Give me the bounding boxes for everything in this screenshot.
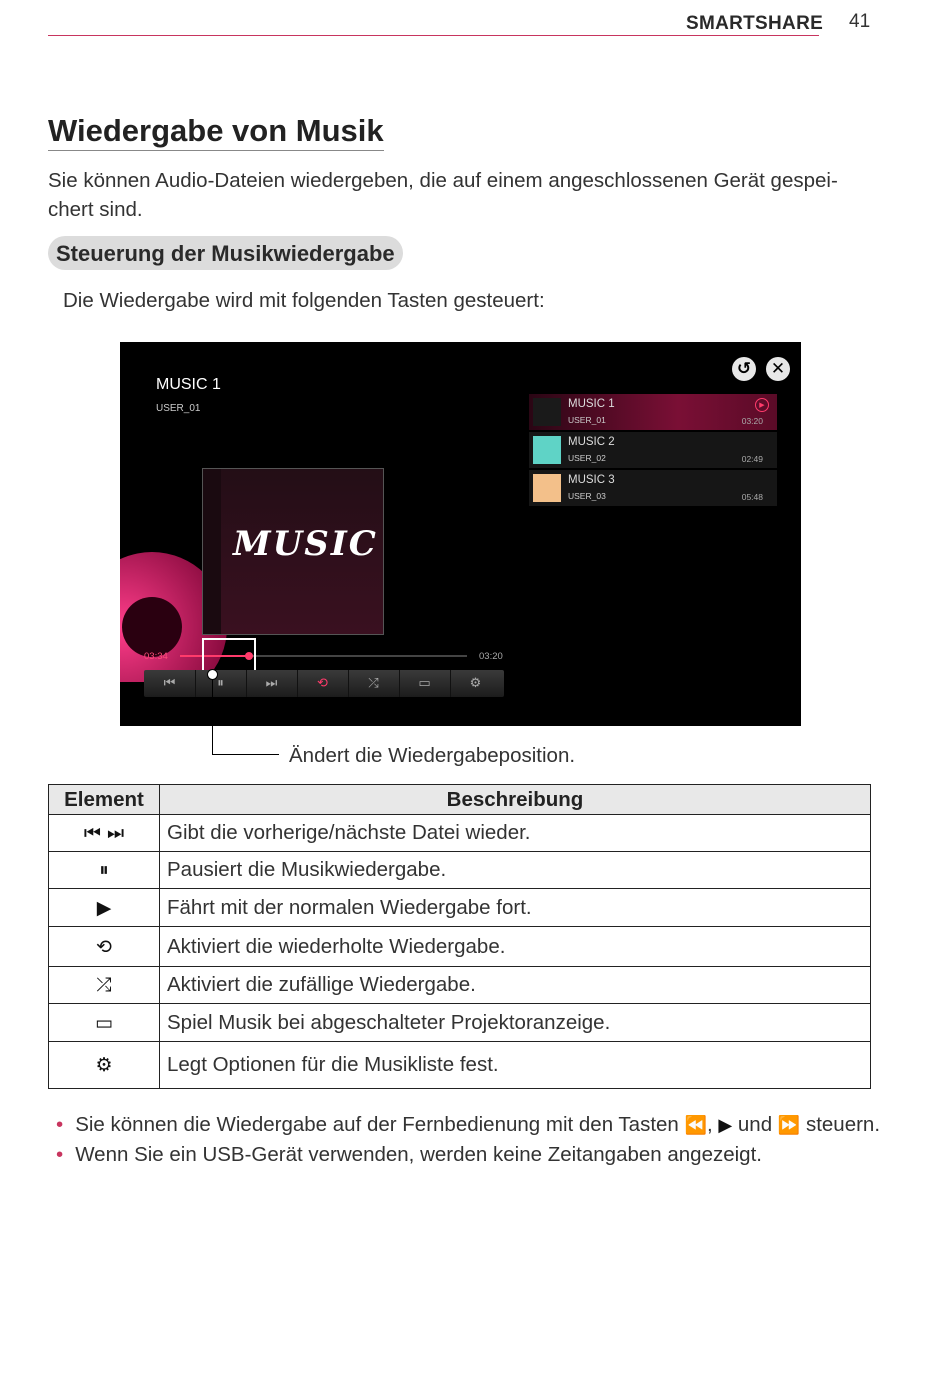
table-row-description: Spiel Musik bei abgeschalteter Projektoranzeige. <box>160 1004 871 1042</box>
section-heading: Steuerung der Musikwiedergabe <box>48 236 403 270</box>
settings-button[interactable]: ⚙ <box>469 676 482 691</box>
page-title: Wiedergabe von Musik <box>48 113 384 151</box>
table-header-element: Element <box>49 785 160 815</box>
next-button[interactable]: ⏭ <box>246 670 298 697</box>
pause-button[interactable]: ⏸ <box>195 670 247 697</box>
repeat-button[interactable]: ⟲ <box>297 670 349 697</box>
table-row <box>49 1004 871 1042</box>
table-row <box>49 927 871 967</box>
playlist-thumbnail <box>533 398 561 426</box>
lead-text: Die Wiedergabe wird mit folgenden Tasten gesteuert: <box>63 289 545 312</box>
note-remote-control: • Sie können die Wiedergabe auf der Fernbedienung mit den Tasten ⏪, ▶ und ⏩ steuern. <box>56 1113 881 1136</box>
table-row-description: Fährt mit der normalen Wiedergabe fort. <box>160 889 871 927</box>
playlist-item-duration: 02:49 <box>741 454 763 464</box>
now-playing-title: MUSIC 1 <box>156 376 221 393</box>
shuffle-icon: ⤮ <box>49 967 160 1004</box>
controls-table <box>48 784 871 1089</box>
callout-text: Ändert die Wiedergabeposition. <box>289 744 576 767</box>
table-header-description: Beschreibung <box>160 785 871 815</box>
table-row-description: Gibt die vorherige/nächste Datei wieder. <box>160 815 871 852</box>
intro-paragraph: Sie können Audio-Dateien wiedergeben, die auf einem angeschlossenen Gerät gespei-chert sind. <box>48 169 838 221</box>
now-playing-user: USER_01 <box>156 403 201 414</box>
repeat-icon: ⟲ <box>49 927 160 967</box>
music-player-screenshot <box>120 342 801 726</box>
play-icon: ▶ <box>718 1115 733 1136</box>
table-row-description: Legt Optionen für die Musikliste fest. <box>160 1042 871 1089</box>
playlist-item-duration: 03:20 <box>741 416 763 426</box>
table-row <box>49 889 871 927</box>
header-divider <box>48 35 819 36</box>
gear-icon: ⚙ <box>49 1042 160 1089</box>
play-icon: ▶ <box>49 889 160 927</box>
page-number: 41 <box>849 11 871 32</box>
previous-button[interactable]: ⏮ <box>144 670 196 697</box>
playlist-item-user: USER_02 <box>568 453 606 463</box>
playlist-item-title: MUSIC 2 <box>568 436 615 448</box>
playing-indicator-icon: ▶ <box>755 398 769 412</box>
table-row-description: Pausiert die Musikwiedergabe. <box>160 852 871 889</box>
table-row <box>49 967 871 1004</box>
prev-next-icon: ⏮ ⏭ <box>49 815 160 852</box>
playlist-item[interactable] <box>529 432 777 468</box>
callout-dot <box>207 669 218 680</box>
close-button[interactable]: ✕ <box>766 357 790 381</box>
playlist-item-user: USER_01 <box>568 415 606 425</box>
table-row <box>49 1042 871 1089</box>
back-button[interactable]: ↺ <box>732 357 756 381</box>
playlist-item-title: MUSIC 1 <box>568 398 615 410</box>
rewind-icon: ⏪ <box>684 1115 707 1136</box>
callout-line <box>212 676 279 755</box>
table-row <box>49 815 871 852</box>
total-time: 03:20 <box>479 651 503 662</box>
playlist-item-user: USER_03 <box>568 491 606 501</box>
table-row-description: Aktiviert die wiederholte Wiedergabe. <box>160 927 871 967</box>
album-art <box>202 468 384 635</box>
elapsed-time: 03:34 <box>144 651 168 662</box>
album-art-text: MUSIC <box>233 524 378 564</box>
screen-off-button[interactable]: ▭ <box>399 670 451 697</box>
playlist-item-title: MUSIC 3 <box>568 474 615 486</box>
table-row-description: Aktiviert die zufällige Wiedergabe. <box>160 967 871 1004</box>
playlist-thumbnail <box>533 436 561 464</box>
playlist-thumbnail <box>533 474 561 502</box>
table-row <box>49 852 871 889</box>
control-bar <box>144 670 504 697</box>
playlist-item[interactable] <box>529 394 777 430</box>
header-section-title: SMARTSHARE <box>686 13 824 34</box>
shuffle-button[interactable]: ⤮ <box>348 670 400 697</box>
pause-icon: ⏸ <box>49 852 160 889</box>
note-usb: • Wenn Sie ein USB-Gerät verwenden, werden keine Zeitangaben angezeigt. <box>56 1143 762 1166</box>
playlist-item-duration: 05:48 <box>741 492 763 502</box>
fast-forward-icon: ⏩ <box>777 1115 801 1136</box>
screen-off-icon: ▭ <box>49 1004 160 1042</box>
playlist-item[interactable] <box>529 470 777 506</box>
